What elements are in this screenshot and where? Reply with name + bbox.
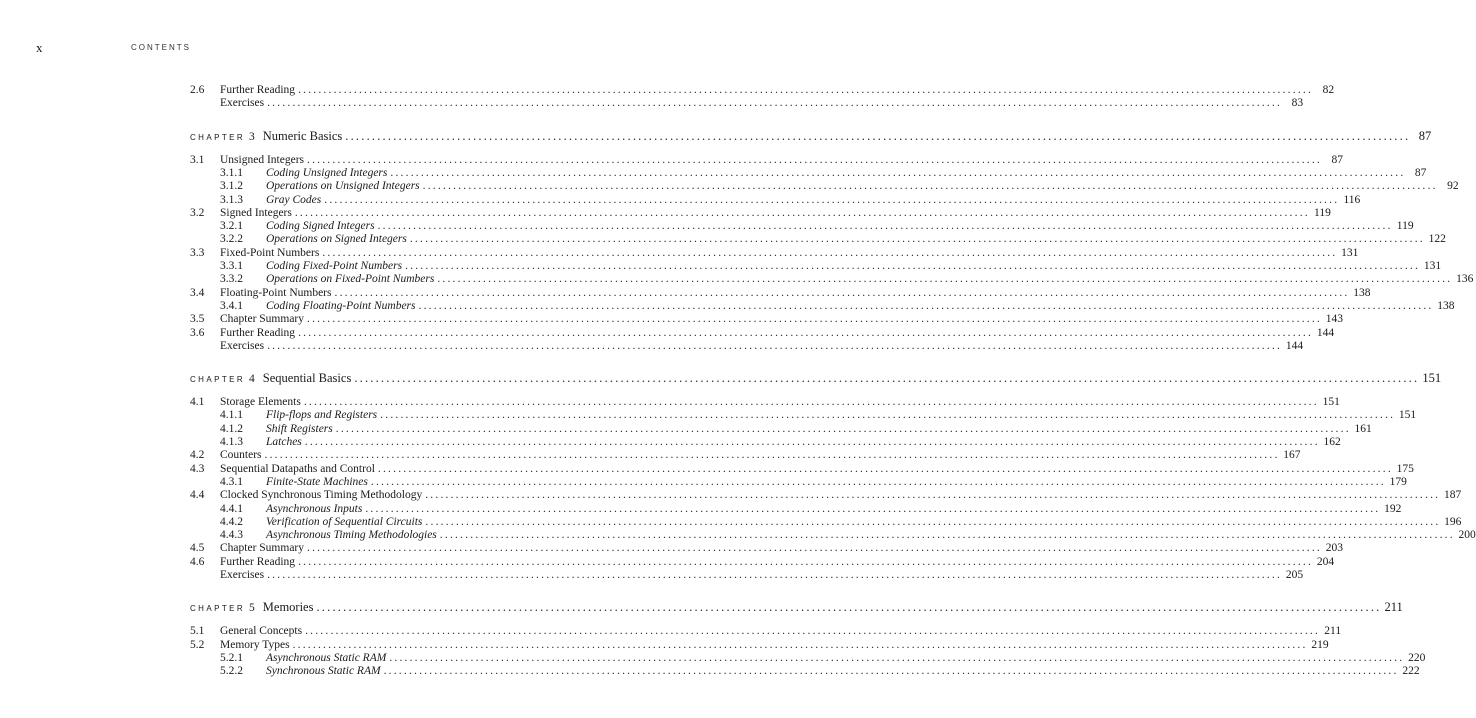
subsection-number: 3.1.1	[220, 166, 243, 179]
toc-chapter-entry	[190, 369, 1442, 387]
subsection-number: 4.1.3	[220, 436, 243, 448]
toc-subsection-entry	[190, 422, 1372, 436]
leader-dots: ........................................................................................................................................................................................................	[264, 449, 1280, 462]
section-number: 3.6	[190, 326, 205, 339]
toc-section-entry	[190, 206, 1331, 220]
section-title: Further Reading	[220, 555, 296, 568]
page-ref: 144	[1285, 339, 1304, 352]
subsection-title: Flip-flops and Registers	[266, 409, 378, 422]
subsection-number: 3.1.2	[220, 180, 243, 193]
page-ref: 167	[1283, 449, 1301, 462]
leader-dots: ........................................................................................................................................................................................................	[316, 600, 1382, 615]
page-ref: 200	[1458, 529, 1476, 542]
subsection-title: Gray Codes	[266, 193, 322, 206]
entry-title: Exercises	[220, 97, 265, 110]
page-ref: 203	[1325, 542, 1343, 555]
toc-subsection-entry	[190, 232, 1446, 246]
toc-subsection-entry	[190, 299, 1455, 313]
section-title: Signed Integers	[220, 206, 292, 219]
section-number: 3.2	[190, 206, 205, 219]
page-ref: 162	[1323, 436, 1341, 448]
page-ref: 151	[1398, 409, 1417, 422]
chapter-word: CHAPTER	[190, 132, 246, 142]
subsection-title: Verification of Sequential Circuits	[266, 515, 423, 528]
section-number: 3.4	[190, 286, 205, 299]
toc-subsection-entry	[190, 219, 1414, 233]
toc-section-entry	[190, 638, 1329, 652]
section-number: 4.2	[190, 449, 205, 462]
page-ref: 87	[1414, 166, 1427, 179]
page-ref: 143	[1325, 313, 1343, 326]
subsection-title: Operations on Unsigned Integers	[266, 180, 420, 193]
subsection-title: Asynchronous Timing Methodologies	[266, 529, 437, 542]
subsection-number: 3.2.2	[220, 233, 243, 246]
leader-dots: ........................................................................................................................................................................................................	[425, 515, 1441, 528]
leader-dots: ........................................................................................................................................................................................................	[409, 233, 1425, 246]
subsection-number: 3.1.3	[220, 193, 243, 206]
page-ref: 138	[1437, 299, 1455, 312]
leader-dots: ........................................................................................................................................................................................................	[418, 299, 1434, 312]
leader-dots: ........................................................................................................................................................................................................	[305, 625, 1321, 638]
page-ref: 204	[1316, 555, 1335, 568]
leader-dots: ........................................................................................................................................................................................................	[354, 371, 1420, 386]
toc-section-entry	[190, 555, 1335, 569]
leader-dots: ........................................................................................................................................................................................................	[425, 489, 1441, 502]
toc-section-entry	[190, 541, 1343, 555]
page-ref: 87	[1418, 128, 1432, 143]
toc-exercises-entry	[190, 339, 1304, 353]
page-ref: 92	[1447, 180, 1459, 193]
subsection-title: Operations on Signed Integers	[266, 233, 407, 246]
section-number: 4.1	[190, 396, 205, 409]
leader-dots: ........................................................................................................................................................................................................	[267, 339, 1283, 352]
leader-dots: ........................................................................................................................................................................................................	[439, 529, 1455, 542]
section-title: Memory Types	[220, 638, 290, 651]
toc-subsection-entry	[190, 435, 1341, 449]
section-number: 3.3	[190, 246, 205, 259]
chapter-word: CHAPTER	[190, 375, 246, 385]
page-number: x	[36, 40, 43, 55]
subsection-title: Coding Unsigned Integers	[266, 166, 388, 179]
section-number: 3.1	[190, 153, 205, 166]
toc-section-entry	[190, 286, 1371, 300]
subsection-number: 4.3.1	[220, 475, 243, 488]
subsection-title: Operations on Fixed-Point Numbers	[266, 273, 435, 286]
leader-dots: ........................................................................................................................................................................................................	[377, 220, 1393, 233]
chapter-number: 3	[249, 130, 255, 143]
section-title: Counters	[220, 449, 262, 462]
toc-section-entry	[190, 462, 1414, 476]
section-title: General Concepts	[220, 625, 303, 638]
chapter-number: 5	[249, 602, 255, 615]
page-ref: 83	[1291, 97, 1304, 110]
subsection-number: 5.2.1	[220, 651, 243, 664]
section-title: Storage Elements	[220, 396, 301, 409]
page-ref: 131	[1423, 260, 1442, 272]
page-ref: 151	[1322, 396, 1340, 409]
toc-section-entry	[190, 448, 1301, 462]
page-ref: 179	[1389, 475, 1407, 488]
toc-subsection-entry	[190, 502, 1402, 516]
page-ref: 187	[1443, 489, 1462, 502]
leader-dots: ........................................................................................................................................................................................................	[294, 206, 1310, 219]
chapter-title: Sequential Basics	[262, 371, 352, 386]
section-number: 5.2	[190, 638, 205, 651]
toc-subsection-entry	[190, 664, 1420, 678]
toc-section-entry	[190, 488, 1462, 502]
section-number: 3.5	[190, 313, 205, 326]
running-title: CONTENTS	[131, 43, 191, 52]
leader-dots: ........................................................................................................................................................................................................	[422, 180, 1438, 193]
subsection-number: 3.2.1	[220, 220, 243, 233]
section-title: Further Reading	[220, 326, 296, 339]
leader-dots: ........................................................................................................................................................................................................	[307, 313, 1322, 326]
page-ref: 87	[1331, 153, 1343, 166]
section-number: 4.3	[190, 462, 205, 475]
subsection-title: Coding Fixed-Point Numbers	[266, 260, 403, 272]
toc-chapter-entry	[190, 127, 1432, 145]
toc-section-entry	[190, 312, 1343, 326]
leader-dots: ........................................................................................................................................................................................................	[303, 396, 1319, 409]
section-title: Floating-Point Numbers	[220, 286, 332, 299]
leader-dots: ........................................................................................................................................................................................................	[345, 128, 1411, 143]
subsection-title: Coding Signed Integers	[266, 220, 375, 233]
section-title: Clocked Synchronous Timing Methodology	[220, 489, 423, 502]
leader-dots: ........................................................................................................................................................................................................	[370, 475, 1386, 488]
subsection-title: Asynchronous Inputs	[266, 502, 363, 515]
section-title: Sequential Datapaths and Control	[220, 462, 375, 475]
subsection-title: Latches	[266, 436, 302, 448]
subsection-title: Coding Floating-Point Numbers	[266, 299, 416, 312]
page-ref: 211	[1384, 600, 1403, 615]
page-ref: 161	[1354, 422, 1372, 435]
toc-section-entry	[190, 153, 1343, 167]
leader-dots: ........................................................................................................................................................................................................	[292, 638, 1308, 651]
leader-dots: ........................................................................................................................................................................................................	[267, 569, 1283, 581]
leader-dots: ........................................................................................................................................................................................................	[298, 555, 1314, 568]
page-ref: 82	[1322, 84, 1335, 96]
entry-title: Exercises	[220, 569, 265, 581]
section-title: Further Reading	[220, 84, 296, 96]
page-ref: 196	[1444, 515, 1462, 528]
subsection-title: Synchronous Static RAM	[266, 665, 381, 678]
section-number: 4.4	[190, 489, 205, 502]
toc-subsection-entry	[190, 408, 1417, 422]
page-ref: 151	[1422, 371, 1442, 386]
toc-subsection-entry	[190, 179, 1459, 193]
subsection-number: 4.4.3	[220, 529, 243, 542]
leader-dots: ........................................................................................................................................................................................................	[405, 260, 1421, 272]
toc-section-entry	[190, 83, 1335, 97]
section-title: Chapter Summary	[220, 313, 304, 326]
chapter-title: Numeric Basics	[262, 128, 343, 143]
subsection-number: 4.1.2	[220, 422, 243, 435]
section-title: Chapter Summary	[220, 542, 304, 555]
toc-chapter-entry	[190, 598, 1403, 616]
leader-dots: ........................................................................................................................................................................................................	[307, 542, 1322, 555]
toc-exercises-entry	[190, 568, 1304, 582]
toc-section-entry	[190, 246, 1359, 260]
chapter-number: 4	[249, 373, 255, 386]
subsection-title: Asynchronous Static RAM	[266, 651, 387, 664]
page-ref: 131	[1341, 246, 1359, 259]
toc-section-entry	[190, 326, 1335, 340]
leader-dots: ........................................................................................................................................................................................................	[304, 436, 1320, 448]
page-ref: 219	[1311, 638, 1329, 651]
page-ref: 119	[1314, 206, 1331, 219]
page-ref: 116	[1343, 193, 1361, 206]
leader-dots: ........................................................................................................................................................................................................	[390, 166, 1406, 179]
page-ref: 205	[1285, 569, 1304, 581]
section-title: Fixed-Point Numbers	[220, 246, 320, 259]
page-ref: 138	[1353, 286, 1371, 299]
subsection-number: 5.2.2	[220, 665, 243, 678]
page-ref: 175	[1396, 462, 1414, 475]
leader-dots: ........................................................................................................................................................................................................	[324, 193, 1340, 206]
page-ref: 222	[1402, 665, 1420, 678]
subsection-title: Finite-State Machines	[266, 475, 368, 488]
toc-exercises-entry	[190, 96, 1304, 110]
toc-subsection-entry	[190, 475, 1407, 489]
leader-dots: ........................................................................................................................................................................................................	[365, 502, 1381, 515]
leader-dots: ........................................................................................................................................................................................................	[380, 409, 1396, 422]
section-number: 4.5	[190, 542, 205, 555]
chapter-title: Memories	[262, 600, 314, 615]
section-number: 2.6	[190, 84, 205, 96]
toc-subsection-entry	[190, 651, 1426, 665]
subsection-number: 4.4.1	[220, 502, 243, 515]
page-ref: 122	[1428, 233, 1446, 246]
toc-subsection-entry	[190, 259, 1442, 273]
page-ref: 220	[1408, 651, 1426, 664]
section-number: 4.6	[190, 555, 205, 568]
toc-section-entry	[190, 395, 1340, 409]
subsection-number: 3.3.1	[220, 260, 243, 272]
leader-dots: ........................................................................................................................................................................................................	[377, 462, 1393, 475]
leader-dots: ........................................................................................................................................................................................................	[322, 246, 1338, 259]
section-title: Unsigned Integers	[220, 153, 304, 166]
toc-subsection-entry	[190, 272, 1474, 286]
toc-section-entry	[190, 624, 1342, 638]
leader-dots: ........................................................................................................................................................................................................	[437, 273, 1453, 286]
entry-title: Exercises	[220, 339, 265, 352]
subsection-number: 4.4.2	[220, 515, 243, 528]
page-ref: 144	[1316, 326, 1335, 339]
section-number: 5.1	[190, 625, 205, 638]
leader-dots: ........................................................................................................................................................................................................	[335, 422, 1351, 435]
leader-dots: ........................................................................................................................................................................................................	[298, 84, 1314, 96]
leader-dots: ........................................................................................................................................................................................................	[334, 286, 1350, 299]
page-ref: 211	[1324, 625, 1342, 638]
leader-dots: ........................................................................................................................................................................................................	[298, 326, 1314, 339]
leader-dots: ........................................................................................................................................................................................................	[383, 665, 1399, 678]
subsection-number: 3.3.2	[220, 273, 243, 286]
chapter-word: CHAPTER	[190, 604, 246, 614]
leader-dots: ........................................................................................................................................................................................................	[307, 153, 1322, 166]
page-ref: 192	[1384, 502, 1402, 515]
toc-subsection-entry	[190, 193, 1361, 207]
subsection-number: 4.1.1	[220, 409, 243, 422]
toc-subsection-entry	[190, 515, 1462, 529]
page-ref: 136	[1456, 273, 1474, 286]
page-ref: 119	[1396, 220, 1414, 233]
toc-subsection-entry	[190, 166, 1427, 180]
leader-dots: ........................................................................................................................................................................................................	[267, 97, 1283, 110]
toc-subsection-entry	[190, 528, 1476, 542]
subsection-title: Shift Registers	[266, 422, 333, 435]
subsection-number: 3.4.1	[220, 299, 243, 312]
leader-dots: ........................................................................................................................................................................................................	[389, 651, 1405, 664]
